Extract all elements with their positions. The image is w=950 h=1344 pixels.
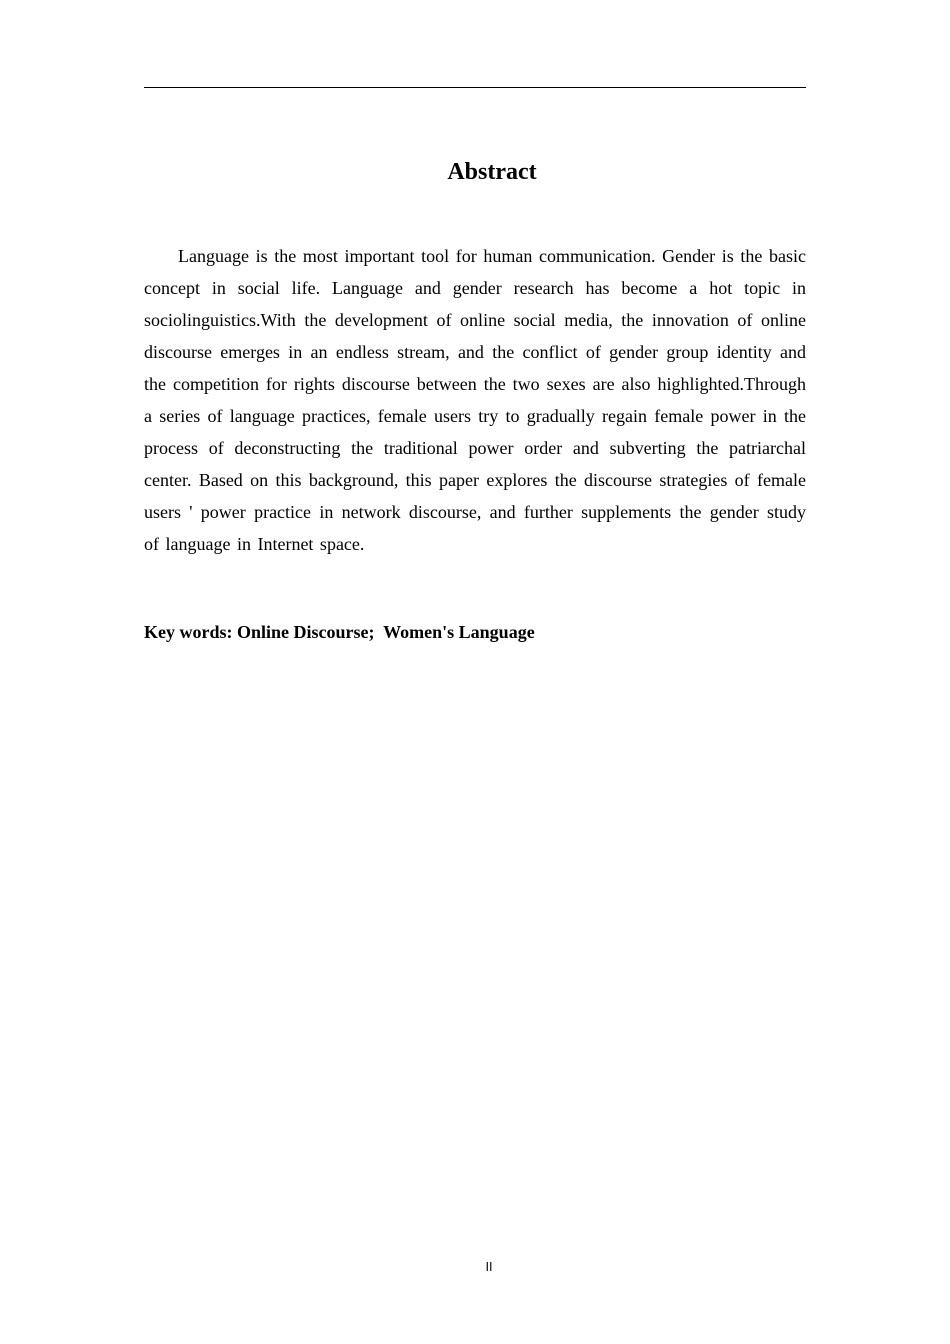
keywords-line: Key words: Online Discourse; Women's Language [144, 622, 535, 642]
page-number: II [485, 1260, 493, 1274]
page-title: Abstract [447, 159, 537, 185]
abstract-body: Language is the most important tool for human communication. Gender is the basic concept in social life. Language and gender research has become a hot topic in sociolinguistics.With the development of online social media, the innovation of online discourse emerges in an endless stream, and the conflict of gender group identity and the competition for rights discourse between the two sexes are also highlighted.Through a series of language practices, female users try to gradually regain female power in the process of deconstructing the traditional power order and subverting the patriarchal center. Based on this background, this paper explores the discourse strategies of female users ' power practice in network discourse, and further supplements the gender study of language in Internet space. [144, 246, 806, 554]
header-rule [144, 87, 806, 88]
